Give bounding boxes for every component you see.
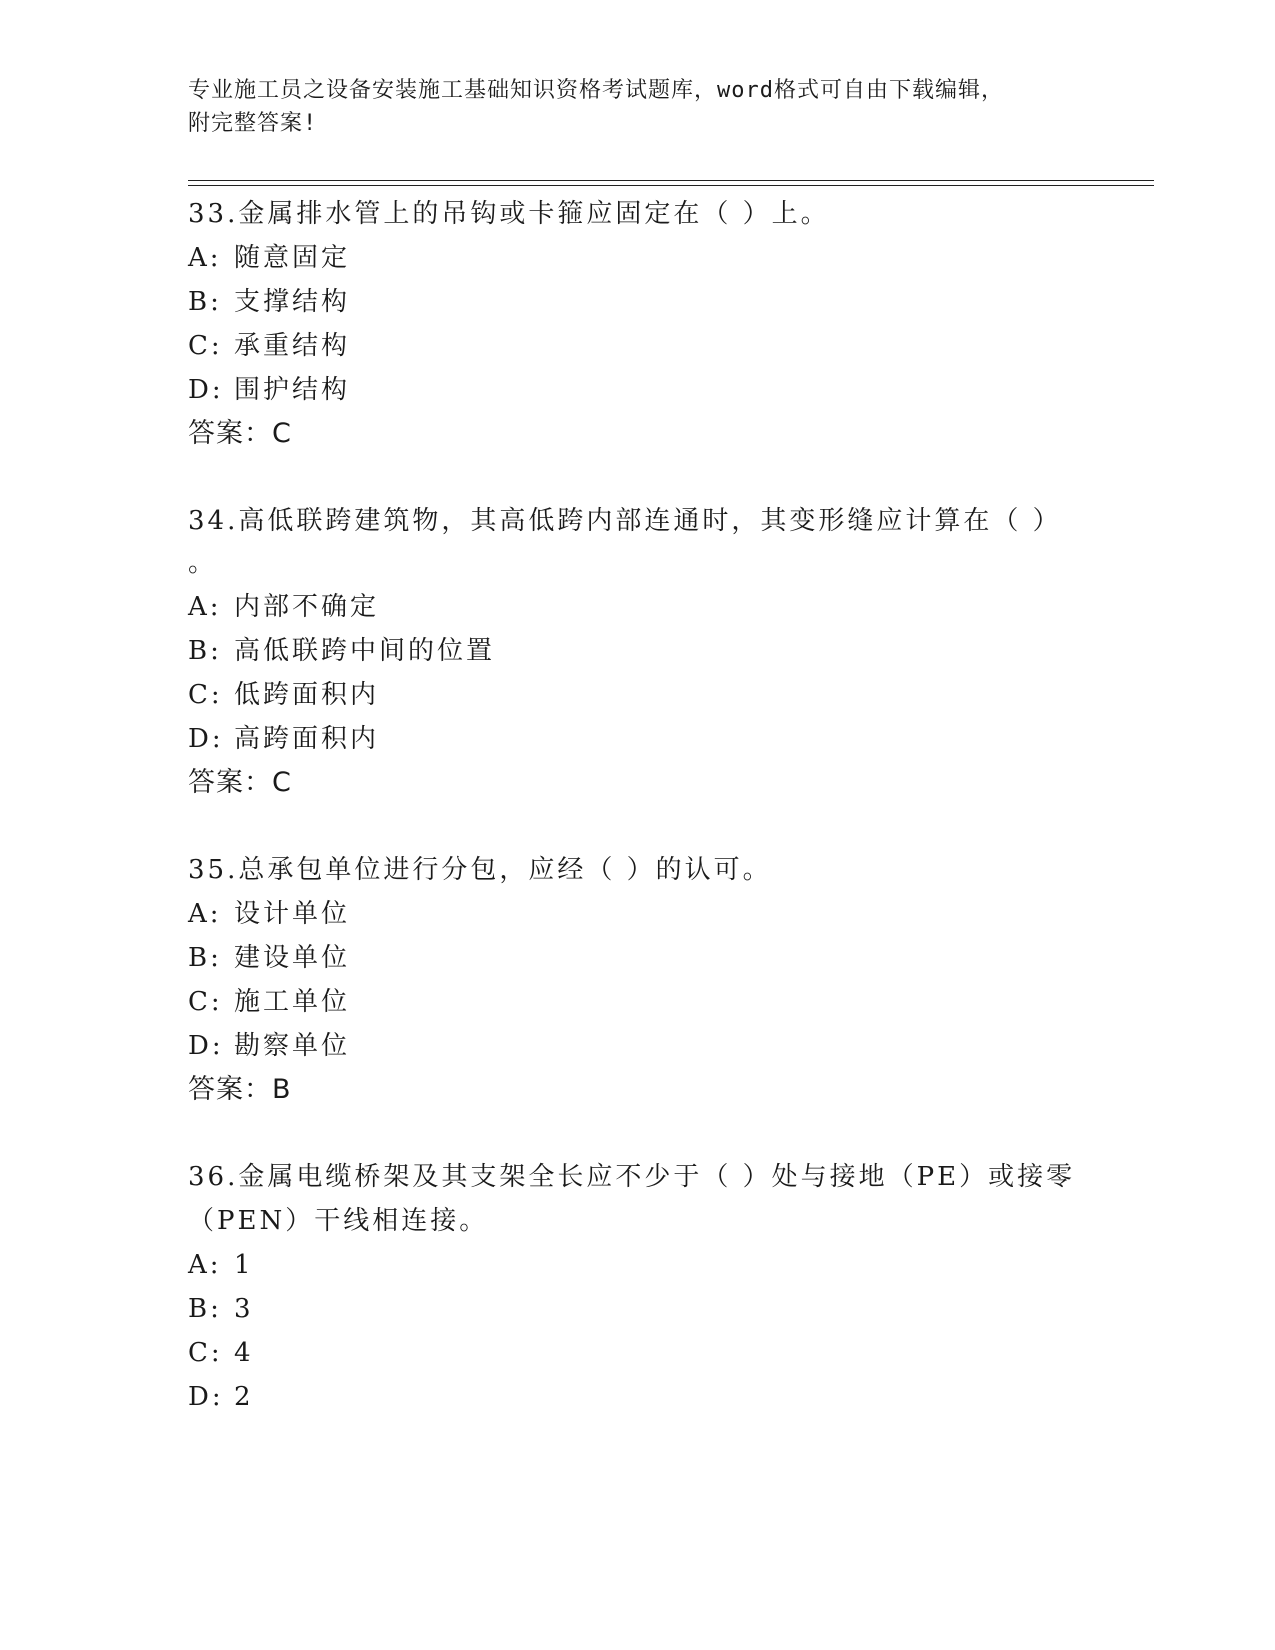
- option-letter: C:: [188, 331, 223, 361]
- header-divider-bottom: [188, 185, 1154, 186]
- option-letter: D:: [188, 724, 224, 754]
- option-letter: D:: [188, 375, 224, 405]
- option-b: [188, 285, 350, 319]
- option-b: [188, 941, 350, 975]
- option-text: 1: [234, 1250, 254, 1280]
- option-text: 施工单位: [234, 987, 351, 1017]
- answer-34: 答案：C: [188, 767, 292, 798]
- question-stem-35: 35.总承包单位进行分包，应经（ ）的认可。: [188, 855, 772, 885]
- option-c: [188, 678, 379, 712]
- option-d: [188, 373, 350, 407]
- option-text: 支撑结构: [234, 287, 351, 317]
- answer-33: 答案：C: [188, 418, 292, 449]
- answer-35: 答案：B: [188, 1074, 292, 1105]
- option-b: [188, 1292, 254, 1326]
- option-text: 勘察单位: [234, 1031, 351, 1061]
- option-text: 随意固定: [234, 243, 351, 273]
- option-d: [188, 1029, 350, 1063]
- header-divider-top: [188, 180, 1154, 181]
- option-a: [188, 241, 350, 275]
- option-letter: D:: [188, 1382, 224, 1412]
- option-a: [188, 590, 379, 624]
- option-letter: B:: [188, 1294, 222, 1324]
- option-c: [188, 985, 350, 1019]
- option-letter: B:: [188, 943, 222, 973]
- header-line-2: 附完整答案!: [188, 111, 318, 136]
- option-text: 建设单位: [234, 943, 351, 973]
- option-letter: C:: [188, 1338, 223, 1368]
- question-stem-34: 34.高低联跨建筑物，其高低跨内部连通时，其变形缝应计算在（ ）: [188, 506, 1062, 536]
- option-letter: A:: [188, 592, 222, 622]
- option-text: 4: [234, 1338, 254, 1368]
- option-a: [188, 1248, 254, 1282]
- option-text: 设计单位: [234, 899, 351, 929]
- option-letter: A:: [188, 899, 222, 929]
- header-line-1: 专业施工员之设备安装施工基础知识资格考试题库，word格式可自由下载编辑，: [188, 78, 1004, 103]
- question-stem-34-cont: 。: [188, 548, 218, 578]
- option-text: 3: [234, 1294, 254, 1324]
- option-text: 高跨面积内: [234, 724, 380, 754]
- option-d: [188, 722, 379, 756]
- option-a: [188, 897, 350, 931]
- option-letter: C:: [188, 680, 223, 710]
- question-stem-36: 36.金属电缆桥架及其支架全长应不少于（ ）处与接地（PE）或接零: [188, 1162, 1076, 1192]
- option-letter: D:: [188, 1031, 224, 1061]
- question-stem-33: 33.金属排水管上的吊钩或卡箍应固定在（ ）上。: [188, 199, 830, 229]
- option-c: [188, 1336, 254, 1370]
- option-letter: A:: [188, 1250, 222, 1280]
- option-text: 低跨面积内: [234, 680, 380, 710]
- option-text: 2: [234, 1382, 254, 1412]
- option-letter: C:: [188, 987, 223, 1017]
- option-text: 高低联跨中间的位置: [234, 636, 496, 666]
- option-b: [188, 634, 495, 668]
- question-stem-36-cont: （PEN）干线相连接。: [188, 1206, 489, 1236]
- option-c: [188, 329, 350, 363]
- option-d: [188, 1380, 254, 1414]
- option-letter: B:: [188, 287, 222, 317]
- option-text: 围护结构: [234, 375, 351, 405]
- option-text: 承重结构: [234, 331, 351, 361]
- option-letter: A:: [188, 243, 222, 273]
- option-text: 内部不确定: [234, 592, 380, 622]
- document-header: [188, 74, 1088, 140]
- option-letter: B:: [188, 636, 222, 666]
